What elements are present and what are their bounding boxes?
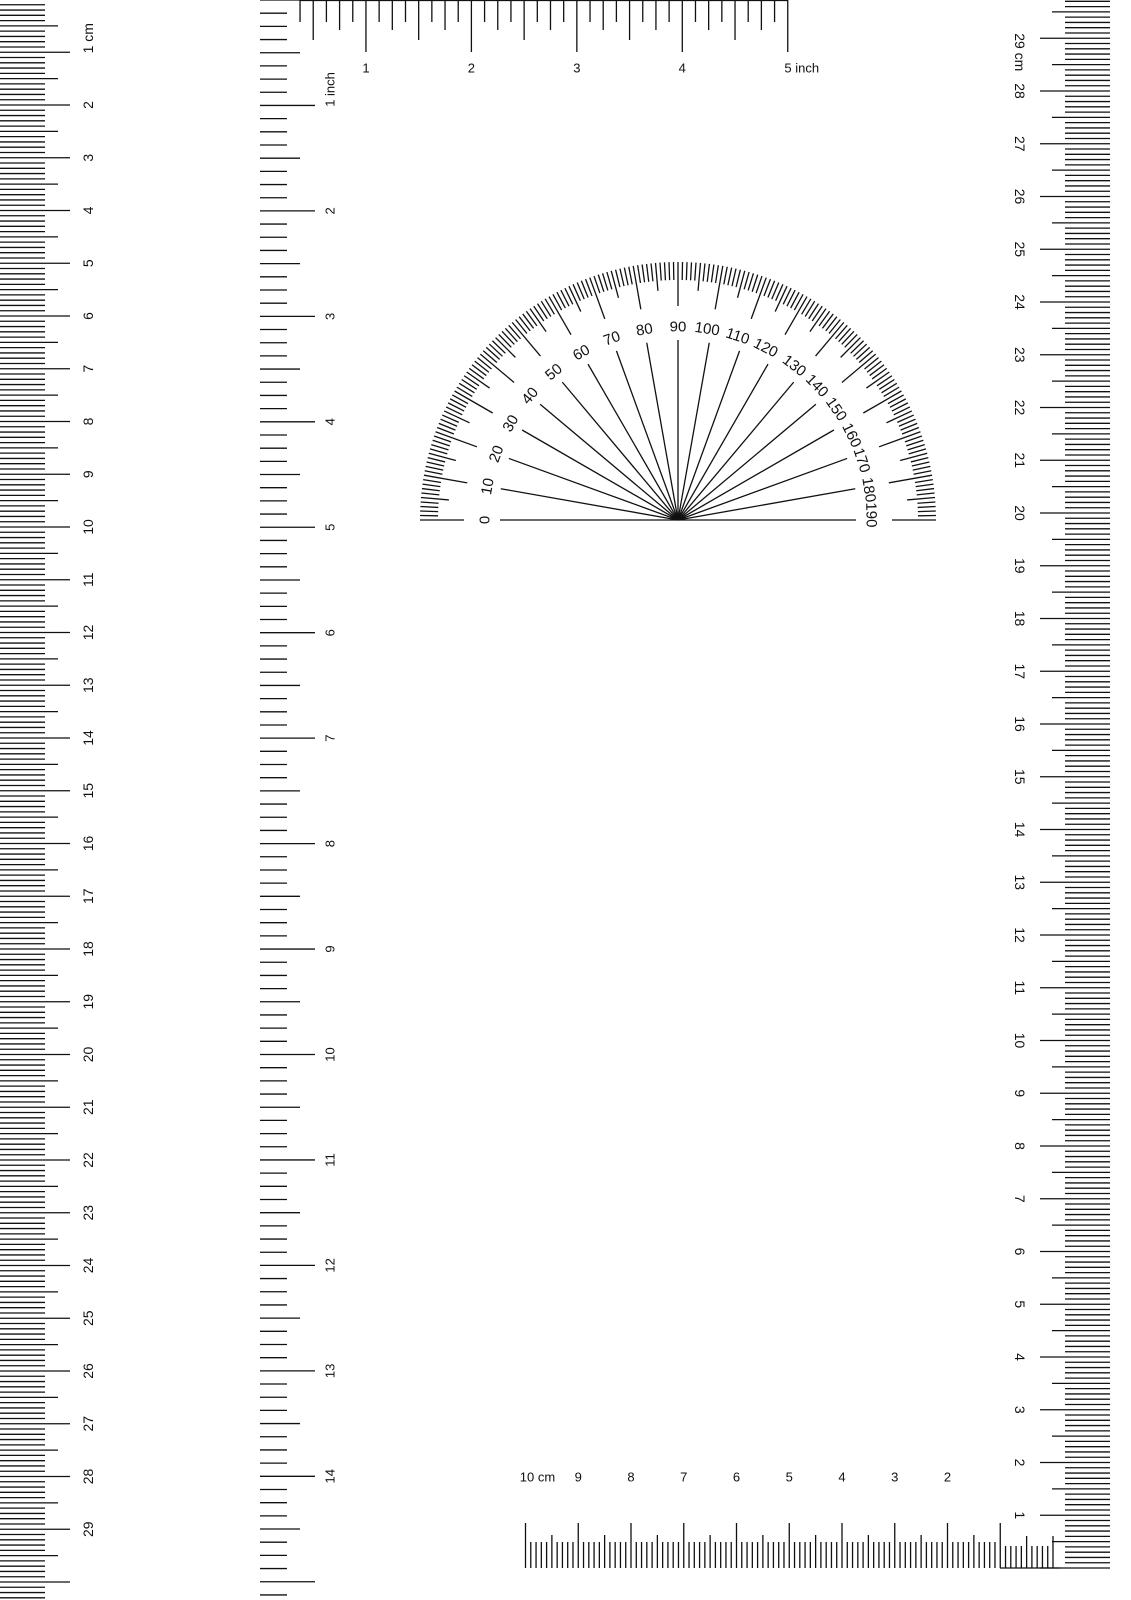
degree-tick xyxy=(915,480,933,483)
cm-label: 2 xyxy=(1012,1458,1028,1467)
degree-tick xyxy=(664,262,665,280)
degree-label: 20 xyxy=(485,443,508,465)
cm-label: 27 xyxy=(1012,135,1028,152)
degree-tick xyxy=(911,458,928,462)
degree-tick xyxy=(423,480,441,483)
degree-tick xyxy=(865,358,879,369)
inch-label: 1 xyxy=(362,60,370,76)
degree-tick xyxy=(791,292,799,308)
cm-label: 3 xyxy=(1012,1405,1028,1414)
degree-tick xyxy=(431,445,448,450)
degree-tick xyxy=(917,502,935,503)
cm-label: 5 xyxy=(80,259,96,268)
inch-label: 12 xyxy=(322,1258,338,1273)
cm-label: 17 xyxy=(80,888,96,905)
inch-label: 1 inch xyxy=(322,72,338,107)
degree-tick xyxy=(505,328,517,341)
degree-tick xyxy=(629,267,632,285)
degree-label: 0 xyxy=(476,515,494,525)
degree-major-tick xyxy=(889,475,932,483)
degree-tick xyxy=(787,290,795,306)
cm-label: 21 xyxy=(80,1099,96,1116)
cm-label: 16 xyxy=(1012,716,1028,732)
degree-tick xyxy=(425,471,443,474)
degree-tick xyxy=(638,265,641,283)
degree-label: 150 xyxy=(821,394,851,425)
cm-label: 8 xyxy=(627,1469,635,1485)
inch-label: 5 inch xyxy=(784,60,820,76)
degree-tick xyxy=(728,268,732,286)
cm-label: 2 xyxy=(943,1469,952,1485)
cm-label: 13 xyxy=(80,677,96,694)
cm-label: 24 xyxy=(1012,294,1028,310)
inch-label: 3 xyxy=(573,60,581,76)
degree-tick xyxy=(489,344,502,356)
degree-tick xyxy=(890,399,906,407)
degree-major-tick xyxy=(816,322,844,356)
cm-label: 6 xyxy=(1012,1247,1028,1256)
degree-tick xyxy=(859,351,873,363)
degree-tick xyxy=(698,263,700,291)
degree-tick xyxy=(845,334,858,347)
inch-label: 13 xyxy=(322,1363,338,1379)
degree-tick xyxy=(450,399,466,407)
degree-tick xyxy=(651,263,653,281)
cm-label: 6 xyxy=(80,312,96,320)
cm-label: 3 xyxy=(80,153,96,162)
degree-tick xyxy=(545,299,554,314)
top-inch-ruler xyxy=(300,0,819,76)
degree-tick xyxy=(736,270,740,287)
degree-tick xyxy=(523,314,534,328)
degree-tick xyxy=(448,403,464,411)
cm-label: 25 xyxy=(80,1310,96,1327)
cm-label: 10 cm xyxy=(519,1469,556,1485)
degree-tick xyxy=(669,262,670,280)
degree-label: 170 xyxy=(849,445,874,475)
degree-tick xyxy=(509,325,521,339)
degree-tick xyxy=(537,304,547,319)
degree-tick xyxy=(711,265,714,283)
degree-tick xyxy=(802,299,811,314)
degree-label: 50 xyxy=(542,360,566,385)
degree-label: 140 xyxy=(802,371,832,401)
cm-label: 19 xyxy=(80,993,96,1010)
cm-label: 2 xyxy=(80,101,96,109)
degree-tick xyxy=(607,272,612,289)
degree-tick xyxy=(812,306,822,321)
degree-tick xyxy=(914,471,932,474)
degree-tick xyxy=(561,290,569,306)
degree-tick xyxy=(421,493,439,495)
cm-label: 7 xyxy=(1012,1194,1028,1203)
cm-label: 4 xyxy=(838,1469,846,1485)
degree-tick xyxy=(492,341,505,354)
cm-label: 12 xyxy=(1012,927,1028,943)
cm-label: 28 xyxy=(1012,83,1028,99)
left-cm-ruler xyxy=(0,5,96,1598)
degree-label: 30 xyxy=(499,412,523,435)
degree-tick xyxy=(557,292,565,308)
inch-label: 7 xyxy=(322,734,338,742)
degree-tick xyxy=(913,466,931,470)
inch-label: 2 xyxy=(467,60,476,76)
degree-tick xyxy=(421,502,439,503)
cm-label: 17 xyxy=(1012,663,1028,680)
cm-label: 9 xyxy=(80,470,96,479)
inch-label: 11 xyxy=(322,1153,338,1167)
cm-label: 7 xyxy=(80,364,96,373)
degree-tick xyxy=(908,445,925,450)
degree-tick xyxy=(822,314,833,328)
degree-tick xyxy=(534,306,544,321)
cm-label: 23 xyxy=(80,1204,96,1221)
degree-tick xyxy=(918,506,936,507)
degree-tick xyxy=(462,379,477,389)
left-inch-ruler xyxy=(260,0,338,1595)
degree-label: 100 xyxy=(693,318,721,340)
degree-label: 70 xyxy=(601,327,623,350)
cm-label: 15 xyxy=(1012,768,1028,785)
cm-label: 22 xyxy=(1012,399,1028,416)
degree-tick xyxy=(502,331,514,344)
degree-tick xyxy=(703,263,705,281)
degree-tick xyxy=(918,511,936,512)
degree-tick xyxy=(459,383,474,393)
cm-label: 4 xyxy=(80,206,96,215)
inch-label: 10 xyxy=(322,1047,338,1062)
degree-tick xyxy=(422,489,440,491)
degree-tick xyxy=(916,489,934,491)
cm-label: 28 xyxy=(80,1468,96,1485)
degree-tick xyxy=(695,263,696,281)
degree-label: 40 xyxy=(518,384,543,408)
degree-tick xyxy=(909,449,926,454)
degree-tick xyxy=(428,458,445,462)
degree-tick xyxy=(805,301,815,316)
inch-label: 4 xyxy=(678,60,686,76)
degree-label: 130 xyxy=(779,351,810,381)
degree-tick xyxy=(616,270,620,287)
cm-label: 26 xyxy=(1012,188,1028,205)
degree-tick xyxy=(423,484,441,487)
degree-label: 160 xyxy=(838,420,865,451)
degree-tick xyxy=(819,311,830,326)
degree-tick xyxy=(421,498,449,500)
cm-label: 4 xyxy=(1012,1353,1028,1361)
cm-label: 5 xyxy=(1012,1300,1028,1309)
degree-tick xyxy=(856,347,869,359)
cm-label: 15 xyxy=(80,782,96,799)
degree-tick xyxy=(870,365,884,376)
degree-tick xyxy=(835,325,847,339)
cm-label: 23 xyxy=(1012,346,1028,363)
cm-label: 13 xyxy=(1012,874,1028,891)
degree-tick xyxy=(686,262,687,280)
cm-label: 7 xyxy=(680,1469,688,1485)
degree-label: 90 xyxy=(669,318,687,336)
cm-label: 20 xyxy=(80,1046,96,1063)
degree-tick xyxy=(892,403,908,411)
cm-label: 26 xyxy=(80,1363,96,1379)
cm-label: 8 xyxy=(1012,1142,1028,1150)
degree-tick xyxy=(839,328,851,341)
degree-major-tick xyxy=(633,266,641,309)
degree-tick xyxy=(420,506,438,507)
inch-label: 6 xyxy=(322,629,338,637)
cm-label: 21 xyxy=(1012,452,1028,469)
degree-tick xyxy=(452,395,468,404)
right-cm-ruler xyxy=(1012,1,1110,1568)
degree-label: 60 xyxy=(570,341,593,365)
protractor xyxy=(420,262,936,528)
cm-label: 10 xyxy=(80,519,96,535)
degree-tick xyxy=(842,331,854,344)
degree-tick xyxy=(851,341,864,354)
cm-label: 29 xyxy=(80,1521,96,1538)
degree-tick xyxy=(486,347,499,359)
degree-label: 10 xyxy=(478,476,498,497)
cm-label: 14 xyxy=(80,730,96,746)
cm-label: 25 xyxy=(1012,241,1028,258)
cm-label: 9 xyxy=(574,1469,582,1485)
degree-major-tick xyxy=(424,475,467,483)
cm-label: 16 xyxy=(80,835,96,852)
degree-tick xyxy=(707,264,709,282)
degree-tick xyxy=(879,379,894,389)
degree-tick xyxy=(716,265,719,283)
degree-tick xyxy=(483,351,497,363)
degree-tick xyxy=(426,466,444,470)
degree-tick xyxy=(499,334,512,347)
degree-tick xyxy=(526,311,537,326)
degree-tick xyxy=(912,462,930,466)
inch-label: 8 xyxy=(322,839,338,848)
degree-tick xyxy=(809,304,819,319)
cm-label: 10 xyxy=(1012,1032,1028,1049)
inch-label: 5 xyxy=(322,523,338,531)
degree-label: 80 xyxy=(634,320,655,340)
degree-label: 180 xyxy=(858,476,879,504)
degree-tick xyxy=(916,484,934,487)
degree-tick xyxy=(647,264,649,282)
cm-label: 6 xyxy=(732,1469,741,1485)
degree-tick xyxy=(475,361,489,372)
degree-tick xyxy=(464,376,479,386)
degree-tick xyxy=(469,368,484,379)
degree-label: 190 xyxy=(862,502,880,528)
degree-tick xyxy=(603,273,608,290)
degree-tick xyxy=(888,395,904,404)
inch-label: 14 xyxy=(322,1469,338,1484)
cm-label: 1 cm xyxy=(80,23,96,54)
cm-label: 11 xyxy=(1012,980,1028,996)
degree-major-tick xyxy=(715,266,723,309)
bottom-cm-ruler xyxy=(520,1470,1060,1569)
degree-tick xyxy=(872,368,887,379)
degree-tick xyxy=(867,361,881,372)
cm-label: 27 xyxy=(80,1415,96,1432)
degree-tick xyxy=(541,301,551,316)
degree-tick xyxy=(519,317,530,331)
degree-tick xyxy=(420,511,438,512)
degree-tick xyxy=(884,387,899,396)
cm-label: 24 xyxy=(80,1257,96,1274)
cm-label: 20 xyxy=(1012,505,1028,521)
cm-label: 11 xyxy=(80,572,96,588)
degree-tick xyxy=(516,319,527,333)
degree-tick xyxy=(877,376,892,386)
cm-label: 18 xyxy=(80,941,96,957)
inch-label: 9 xyxy=(322,945,338,953)
cm-label: 19 xyxy=(1012,557,1028,574)
degree-tick xyxy=(748,273,753,290)
degree-tick xyxy=(744,272,749,289)
degree-tick xyxy=(907,498,935,500)
degree-tick xyxy=(724,267,727,285)
degree-tick xyxy=(430,449,447,454)
inch-label: 2 xyxy=(322,207,338,215)
cm-label: 14 xyxy=(1012,821,1028,838)
degree-tick xyxy=(553,294,562,310)
cm-label: 12 xyxy=(80,624,96,641)
degree-label: 120 xyxy=(750,334,781,362)
cm-label: 8 xyxy=(80,417,96,426)
cm-label: 22 xyxy=(80,1152,96,1168)
degree-tick xyxy=(854,344,867,356)
degree-major-tick xyxy=(842,354,876,382)
degree-tick xyxy=(656,263,658,291)
degree-major-tick xyxy=(512,322,540,356)
degree-tick xyxy=(427,462,445,466)
degree-tick xyxy=(642,265,645,283)
inch-label: 4 xyxy=(322,418,338,426)
cm-label: 3 xyxy=(891,1469,899,1485)
degree-tick xyxy=(624,268,628,286)
degree-tick xyxy=(660,263,661,281)
degree-tick xyxy=(917,493,935,495)
degree-tick xyxy=(620,269,624,287)
degree-tick xyxy=(457,387,472,396)
inch-label: 3 xyxy=(322,312,338,320)
degree-tick xyxy=(826,317,837,331)
degree-major-tick xyxy=(480,354,514,382)
cm-label: 18 xyxy=(1012,610,1028,627)
cm-label: 1 xyxy=(1012,1511,1028,1520)
degree-tick xyxy=(691,262,692,280)
cm-label: 29 cm xyxy=(1012,33,1028,72)
degree-tick xyxy=(829,319,840,333)
degree-tick xyxy=(732,269,736,287)
degree-tick xyxy=(794,294,803,310)
degree-tick xyxy=(472,365,486,376)
cm-label: 9 xyxy=(1012,1089,1028,1098)
degree-label: 110 xyxy=(723,324,752,349)
degree-tick xyxy=(882,383,897,393)
cm-label: 5 xyxy=(785,1469,793,1485)
degree-tick xyxy=(477,358,491,369)
